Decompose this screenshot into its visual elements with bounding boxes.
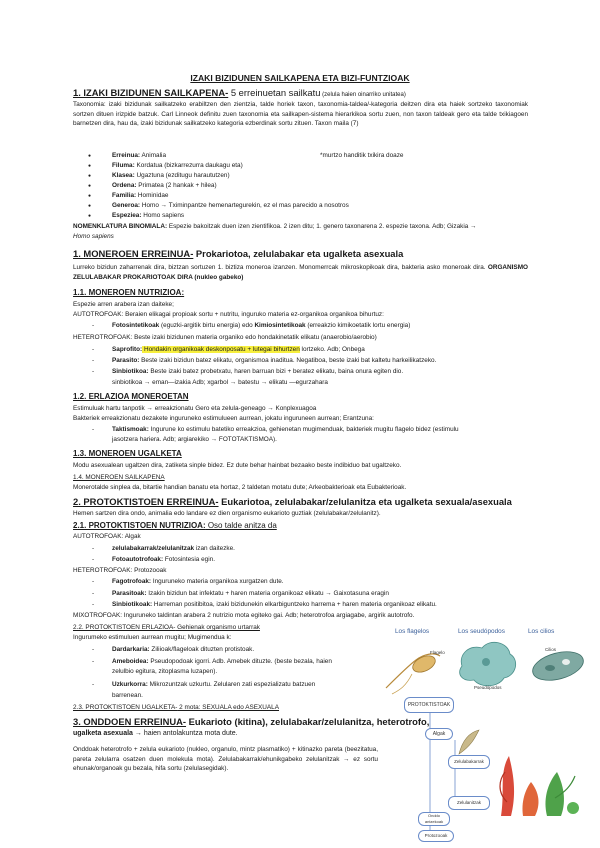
section-3-heading: 3. ONDDOEN ERREINUA- Eukarioto (kitina), zelulabakar/zelulanitza, heterotrofo, [73, 716, 430, 727]
flagellate-illustration [378, 636, 448, 696]
taxon-side-note: *murtzo handitik txikira doaze [320, 152, 404, 159]
protoktisto-erlazioa-heading: 2.2. PROTOKTISTOEN ERLAZIOA- Gehienak organismo urtarrak [73, 624, 260, 631]
concept-map-node: Onddo antzekoak [418, 812, 450, 826]
protoktisto-nutrizioa-heading: 2.1. PROTOKTISTOEN NUTRIZIOA: Oso talde anitza da [73, 521, 277, 530]
flagellum-label: Flagelo [430, 650, 445, 655]
protoktisto-intro: Hemen sartzen dira ondo, animalia edo landare ez dien organismo eukarioto guztiak (zelulabakar/zelulanitz). [73, 510, 381, 517]
ciliate-illustration [528, 638, 590, 688]
seaweed-illustration [495, 742, 585, 822]
moneroen-erlazioa-heading: 1.2. ERLAZIOA MONEROETAN [73, 392, 189, 401]
amoeba-illustration [452, 636, 522, 691]
protoktisto-ugalketa-heading: 2.3. PROTOKTISTOEN UGALKETA- 2 mota: SEXUALA edo ASEXUALA [73, 704, 280, 711]
document-page: IZAKI BIZIDUNEN SAILKAPENA ETA BIZI-FUNTZIOAK 1. IZAKI BIZIDUNEN SAILKAPENA- 5 erreinuetan sailkatu (zelula haien oinarriko unitatea) Taxonomia: izaki bizidunak sailkatzeko erabiltzen den zientzia, talde horiek taxon, taxonomia-taldea/-kategoria deitzen dira eta haiek sortzeko taxonomiak sortzen dituen irizpide batzuk. Carl Linneok definitu zuen taxonomia eta sailkapen-sistema hierarkikoa sortu zuen, non taxon taldeak gero eta talde txikiagoen barnetzen dira, hau da, izaki bizidunak sailkatzeko kategoria ezberdinak sortu zituen. Taxon maila (7) Erreinua: Animalia *murtzo handitik txikira doaze Filuma: Kordatua (bizkarrezurra daukagu eta) Klasea: Ugaztuna (ezditugu haraututzen) Ordena: Primatea (2 hankak + hilea) Familia: Hominidae Generoa: Homo → Tximinpantze hemenartegurekin, ez el mas parecido a nosotros Espeziea: Homo sapiens NOMENKLATURA BINOMIALA: Espezie bakoitzak duen izen zientifikoa. 2 izen ditu; 1. genero taxonarena 2. espezie taxona. Adb; Gizakia → Homo sapiens 1. MONEROEN ERREINUA- Prokariotoa, zelulabakar eta ugalketa asexuala Lurreko bizidun zaharrenak dira, biztzan sortuzen 1. biztiza moneroa izanzen. Monomerrcak mikroskopikoak dira, bakteria asko moneroak dira. ORGANISMO ZELULABAKAR PROKARIOTOAK DIRA (nukleo gabeko) 1.1. MONEROEN NUTRIZIOA: Espezie arren arabera izan daiteke; AUTOTROFOAK: Beraien elikagai propioak sortu + nutritu, inguruko materia ez-organikoa organikoa bihurtuz: - Fotosintetikoak (eguzki-argitik birtu energia) edo Kimiosintetikoak (erreakzio kimikoetatik lortu energia) HETEROTROFOAK: Beste izaki bizidunen materia organiko edo hondakinetatik elikatu (anaerobio/aerobio) - Saprofito: Hondakin organikoak deskonposatu + lutegai bihurtzen lortzeko. Adb; Onbega - Parasito: Beste izaki bizidun batez elikatu, organismoa inaditua. Negatiboa, beste izaki bat kaltetu harkeilikatzeko. - Sinbiotikoa: Beste izaki batez probetxatu, haren barruan bizi + beratez elikatu, baina onura egiten dio. sinbiotikoa → eman—izakia Adb; xgarbol → batestu → elikatu —egurzahara 1.2. ERLAZIOA MONEROETAN Estimuluak hartu tanpotik → erreakzionatu Gero eta zelula-geneago → Konplexuagoa Bakteriek erreakzionatu dezakete inguruneko estimulueen aurrean, jokatu inguruneen aurrean; Erantzuna: - Taktismoak: Ingurune ko estimulu batetiko erreakzioa, gehienetan mugimenduak, bakteriek mugitu flagelo bidez (estimulu jasotzera hariera. Adb; argiarekiko → FOTOTAKTISMOA). 1.3. MONEROEN UGALKETA Modu asexualean ugaltzen dira, zatiketa sinple bidez. Ez dute behar hainbat bezaako beste indibiduo bat ugaltzeko. 1.4. MONEROEN SAILKAPENA Monerotalde sinplea da, bitartie handian banatu eta hortaz, 2 taldetan motatu dute; Arkeobakterioak eta Eubakterioak. 2. PROTOKTISTOEN ERREINUA- Eukariotoa, zelulabakar/zelulanitza eta ugalketa sexuala/asexuala Hemen sartzen dira ondo, animalia edo landare ez dien organismo eukarioto guztiak (zelulabakar/zelulanitz). 2.1. PROTOKTISTOEN NUTRIZIOA: Oso talde anitza da AUTOTROFOAK: Algak - zelulabakarrak/zelulanitzak izan daitezke. - Fotoautotrofoak: Fotosintesia egin. HETEROTROFOAK: Protozooak - Fagotrofoak: Inguruneko materia organikoa xurgatzen dute. - Parasitoak: Izakin bizidun bat infektatu + haren materia organikoaz elikatu → Gaixotasuna eragin - Sinbiotikoak: Harreman positibitoa, izaki bizidunekin elkarbiguntzeko harrema + haren materia organikoaz elikatu. MIXOTROFOAK: Inguruneko taldintan arabera 2 nutrizio mota egiteko gai. Adb; heterotrofoa argiagabe, argirik autotrofo. 2.2. PROTOKTISTOEN ERLAZIOA- Gehienak organismo urtarrak Ingurumeko estimuluen aurrean mugitu; Mugimendua k: - Dardarkaria: Ziliioak/flageloak dituzten protistoak. - Ameboidea: Pseudopodoak igorri. Adb. Amebek dituzte. (beste bezala, haien zelulbio egitura, zitoplasma luzapen). - Uzkurkorra: Mikrozuntzak uzkurtu. Zelularen zati espezializatu batzuen barrenean. 2.3. PROTOKTISTOEN UGALKETA- 2 mota: SEXUALA edo ASEXUALA 3. ONDDOEN ERREINUA- Eukarioto (kitina), zelulabakar/zelulanitza, heterotrofo, ugalketa asexuala → haien antolakuntza mota dute. Onddoak heterotrofo + zelula eukarioto (nukleo, organulo, mintz plasmatiko) + kitinazko pareta (beezitatua, pareta zelularra osatzen duen molekula mota). Zelulabakarrak/ehunikgabeko zelulanitzak → ez sortu ehunak/organoak gu bezala, hifa sortu (zelulasegidak). Los flagelos Los seudópodos Los cilios Flagelo Pseudópodos Cilios PROTOKTISTOAK Algak Zelulabakarrak Zelulanitzak Onddo antzekoak Protozooak [0, 0, 600, 848]
section-2-heading: 2. PROTOKTISTOEN ERREINUA- Eukariotoa, zelulabakar/zelulanitza eta ugalketa sexuala/asexuala [73, 496, 512, 507]
symbiosis-example: sinbiotikoa → eman—izakia Adb; xgarbol → batestu → elikatu —egurzahara [112, 379, 328, 386]
concept-map-node: Protozooak [418, 830, 454, 842]
erlazioa-line-2: Bakteriek erreakzionatu dezakete inguruneko estimulueen aurrean, jokatu inguruneen aurrean; Erantzuna: [73, 415, 374, 422]
figure-caption-pseudopods: Los seudópodos [458, 628, 505, 635]
taktismo-item-cont: jasotzera hariera. Adb; argiarekiko → FOTOTAKTISMOA). [112, 436, 277, 443]
taxonomy-paragraph: Taxonomia: izaki bizidunak sailkatzeko erabiltzen den zientzia, talde horiek taxon, taxonomia-taldea/-kategoria deitzen dira eta haiek sortzeko taxonomiak sortzen dituen irizpide batzuk. Carl Linneok definitu zuen taxonomia eta sailkapen-sistema hierarkikoa sortu zuen, non taxon taldeak gero eta talde txikiagoen barnetzen dira, hau da, izaki bizidunak sailkatzeko kategoria ezberdinak sortu zituen. Taxon maila (7) [73, 101, 528, 128]
autotroph-algae: AUTOTROFOAK: Algak [73, 533, 141, 540]
mixotroph-line: MIXOTROFOAK: Inguruneko taldintan arabera 2 nutrizio mota egiteko gai. Adb; heterotrofoa argiagabe, argirik autotrofo. [73, 612, 415, 619]
moneroen-ugalketa-heading: 1.3. MONEROEN UGALKETA [73, 449, 182, 458]
concept-map-node: Zelulabakarrak [448, 755, 490, 769]
binomial-nomenclature: NOMENKLATURA BINOMIALA: Espezie bakoitzak duen izen zientifikoa. 2 izen ditu; 1. genero taxonarena 2. espezie taxona. Adb; Gizakia → [73, 223, 477, 230]
section-1-1-heading: 1. MONEROEN ERREINUA- Prokariotoa, zelulabakar eta ugalketa asexuala [73, 248, 404, 259]
heterotroph-line: HETEROTROFOAK: Beste izaki bizidunen materia organiko edo hondakinetatik elikatu (anaerobio/aerobio) [73, 334, 377, 341]
ugalketa-line: Modu asexualean ugaltzen dira, zatiketa sinple bidez. Ez dute behar hainbat bezaako beste indibiduo bat ugaltzeko. [73, 462, 402, 469]
movement-item-cont: zelulbio egitura, zitoplasma luzapen). [112, 668, 218, 675]
figure-caption-cilia: Los cilios [528, 628, 555, 635]
onddo-paragraph: Onddoak heterotrofo + zelula eukarioto (nukleo, organulo, mintz plasmatiko) + kitinazko pareta (beezitatua, pareta zelularra osatzen duen molekula mota). Zelulabakarrak/ehunikgabeko zelulanitzak → ez sortu ehunak/organoak gu bezala, hifa sortu (zelulasegidak). [73, 746, 378, 773]
section-1-heading: 1. IZAKI BIZIDUNEN SAILKAPENA- 5 erreinuetan sailkatu (zelula haien oinarriko unitatea) [73, 87, 406, 98]
concept-map-node: Zelulanitzak [448, 796, 490, 810]
document-title: IZAKI BIZIDUNEN SAILKAPENA ETA BIZI-FUNTZIOAK [190, 73, 410, 83]
autotroph-line: AUTOTROFOAK: Beraien elikagai propioak sortu + nutritu, inguruko materia ez-organikoa organikoa bihurtuz: [73, 311, 384, 318]
movement-item-cont: barrenean. [112, 692, 143, 699]
figure-caption-flagella: Los flagelos [395, 628, 430, 635]
concept-map-node: Algak [425, 728, 453, 740]
pseudopod-label: Pseudópodos [474, 685, 502, 690]
nutrition-intro: Espezie arren arabera izan daiteke; [73, 301, 174, 308]
moneroen-sailkapena-heading: 1.4. MONEROEN SAILKAPENA [73, 474, 165, 481]
moneroen-paragraph: Lurreko bizidun zaharrenak dira, biztzan sortuzen 1. biztiza moneroa izanzen. Monomerrcak mikroskopikoak dira, bakteria asko moneroak dira. ORGANISMO ZELULABAKAR PROKARIOTOAK DIRA (nukleo gabeko) [73, 264, 528, 281]
diatom-illustration [455, 728, 485, 758]
erlazioa-line-1: Estimuluak hartu tanpotik → erreakzionatu Gero eta zelula-geneago → Konplexuagoa [73, 405, 317, 412]
section-3-heading-cont: ugalketa asexuala → haien antolakuntza mota dute. [73, 730, 238, 737]
binomial-example: Homo sapiens [73, 233, 114, 240]
cilia-label: Cilios [545, 647, 557, 652]
heterotroph-protozoa: HETEROTROFOAK: Protozooak [73, 567, 167, 574]
sailkapena-line: Monerotalde sinplea da, bitartie handian banatu eta hortaz, 2 taldetan motatu dute; Arkeobakterioak eta Eubakterioak. [73, 484, 407, 491]
concept-map-root: PROTOKTISTOAK [404, 697, 454, 713]
moneroen-nutrizioa-heading: 1.1. MONEROEN NUTRIZIOA: [73, 288, 185, 297]
erlazioa-intro: Ingurumeko estimuluen aurrean mugitu; Mugimendua k: [73, 634, 232, 641]
